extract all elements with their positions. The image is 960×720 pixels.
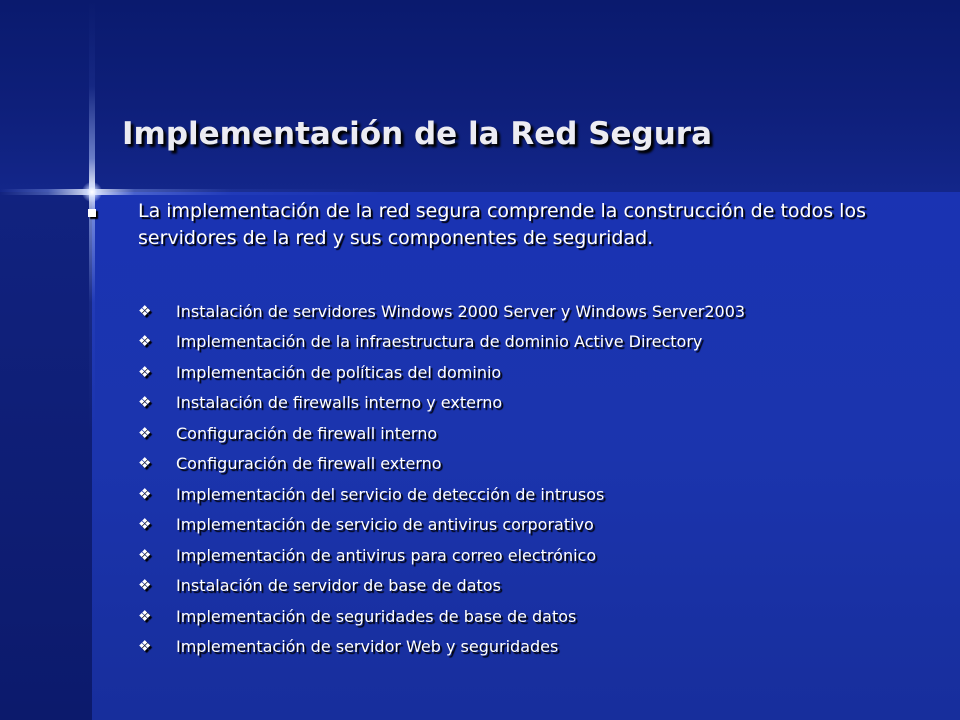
list-item: [138, 479, 745, 510]
diamond-bullet-icon: ❖: [138, 332, 152, 351]
list-item: [138, 510, 745, 541]
list-item: [138, 327, 745, 358]
diamond-bullet-icon: ❖: [138, 393, 152, 412]
list-item: [138, 357, 745, 388]
list-item: [138, 540, 745, 571]
diamond-bullet-icon: ❖: [138, 362, 152, 381]
list-item: [138, 571, 745, 602]
diamond-bullet-icon: ❖: [138, 545, 152, 564]
slide-title: Implementación de la Red Segura: [122, 116, 713, 152]
diamond-bullet-icon: ❖: [138, 606, 152, 625]
list-item-text: Implementación de servidor Web y seguridades: [176, 637, 559, 657]
list-item-text: Implementación de antivirus para correo electrónico: [176, 545, 597, 565]
list-item-text: Implementación del servicio de detección de intrusos: [176, 484, 605, 504]
list-item-text: Instalación de servidores Windows 2000 Server y Windows Server2003: [176, 301, 746, 321]
square-bullet-icon: [88, 209, 96, 217]
intro-text: La implementación de la red segura comprende la construcción de todos los servidores de la red y sus componentes de seguridad.: [138, 200, 866, 249]
diamond-bullet-icon: ❖: [138, 423, 152, 442]
diamond-bullet-icon: ❖: [138, 454, 152, 473]
list-item: [138, 601, 745, 632]
intro-paragraph: [88, 198, 928, 252]
list-item-text: Implementación de la infraestructura de dominio Active Directory: [176, 332, 703, 352]
list-item: [138, 388, 745, 419]
list-item-text: Configuración de firewall interno: [176, 423, 438, 443]
diamond-bullet-icon: ❖: [138, 301, 152, 320]
list-item-text: Instalación de servidor de base de datos: [176, 576, 501, 596]
list-item: [138, 449, 745, 480]
list-item-text: Configuración de firewall externo: [176, 454, 442, 474]
sparkle-horizontal-line: [0, 189, 960, 195]
background-top-band: [0, 0, 960, 192]
list-item-text: Implementación de políticas del dominio: [176, 362, 502, 382]
list-item-text: Instalación de firewalls interno y externo: [176, 393, 503, 413]
diamond-bullet-icon: ❖: [138, 637, 152, 656]
diamond-bullet-icon: ❖: [138, 484, 152, 503]
list-item: [138, 632, 745, 663]
task-list: [138, 296, 745, 662]
list-item-text: Implementación de servicio de antivirus corporativo: [176, 515, 594, 535]
diamond-bullet-icon: ❖: [138, 515, 152, 534]
diamond-bullet-icon: ❖: [138, 576, 152, 595]
list-item-text: Implementación de seguridades de base de datos: [176, 606, 577, 626]
background-left-band: [0, 192, 92, 720]
list-item: [138, 418, 745, 449]
list-item: [138, 296, 745, 327]
sparkle-vertical-line: [89, 0, 95, 720]
